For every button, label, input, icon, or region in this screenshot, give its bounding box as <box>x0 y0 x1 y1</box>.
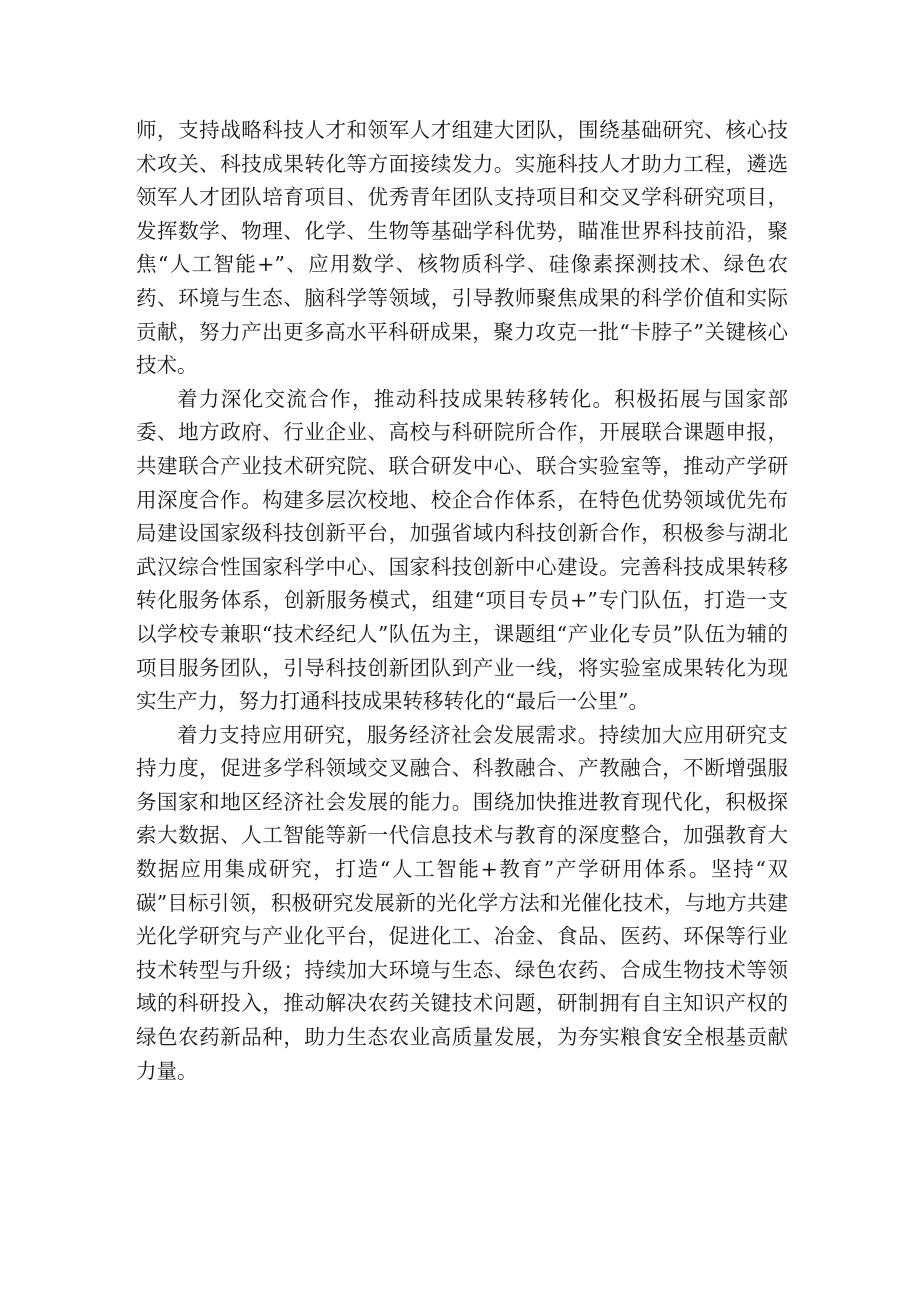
paragraph-exchange-cooperation: 着力深化交流合作，推动科技成果转移转化。积极拓展与国家部委、地方政府、行业企业、高校与科研院所合作，开展联合课题申报，共建联合产业技术研究院、联合研发中心、联合实验室等，推动产学研用深度合作。构建多层次校地、校企合作体系，在特色优势领域优先布局建设国家级科技创新平台，加强省域内科技创新合作，积极参与湖北武汉综合性国家科学中心、国家科技创新中心建设。完善科技成果转移转化服务体系，创新服务模式，组建“项目专员+”专门队伍，打造一支以学校专兼职“技术经纪人”队伍为主，课题组“产业化专员”队伍为辅的项目服务团队，引导科技创新团队到产业一线，将实验室成果转化为现实生产力，努力打通科技成果转移转化的“最后一公里”。 <box>136 386 788 714</box>
document-body <box>136 114 788 1088</box>
paragraph-applied-research: 着力支持应用研究，服务经济社会发展需求。持续加大应用研究支持力度，促进多学科领域交叉融合、科教融合、产教融合，不断增强服务国家和地区经济社会发展的能力。围绕加快推进教育现代化，积极探索大数据、人工智能等新一代信息技术与教育的深度整合，加强教育大数据应用集成研究，打造“人工智能+教育”产学研用体系。坚持“双碳”目标引领，积极研究发展新的光化学方法和光催化技术，与地方共建光化学研究与产业化平台，促进化工、冶金、食品、医药、环保等行业技术转型与升级；持续加大环境与生态、绿色农药、合成生物技术等领域的科研投入，推动解决农药关键技术问题，研制拥有自主知识产权的绿色农药新品种，助力生态农业高质量发展，为夯实粮食安全根基贡献力量。 <box>136 722 788 1083</box>
paragraph-continued: 师，支持战略科技人才和领军人才组建大团队，围绕基础研究、核心技术攻关、科技成果转化等方面接续发力。实施科技人才助力工程，遴选领军人才团队培育项目、优秀青年团队支持项目和交叉学科研究项目，发挥数学、物理、化学、生物等基础学科优势，瞄准世界科技前沿，聚焦“人工智能+”、应用数学、核物质科学、硅像素探测技术、绿色农药、环境与生态、脑科学等领域，引导教师聚焦成果的科学价值和实际贡献，努力产出更多高水平科研成果，聚力攻克一批“卡脖子”关键核心技术。 <box>136 118 788 378</box>
